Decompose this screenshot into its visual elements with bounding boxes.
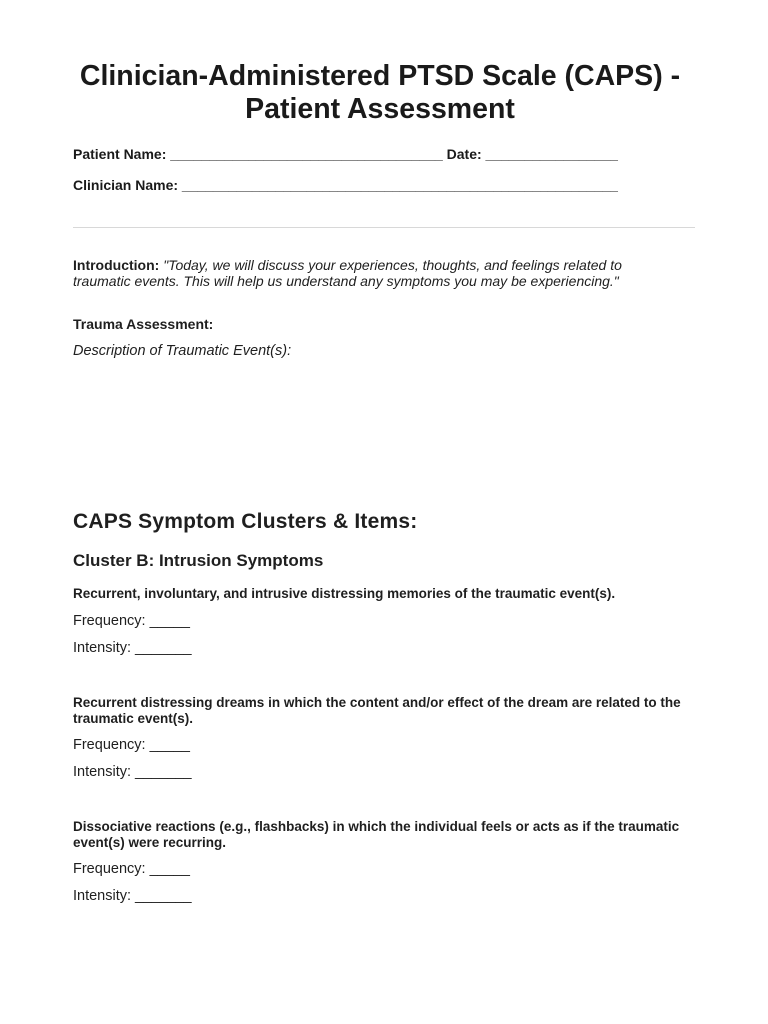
symptom-clusters-heading: CAPS Symptom Clusters & Items: bbox=[73, 510, 418, 533]
introduction-text: "Today, we will discuss your experiences, thoughts, and feelings related to traumatic events. This will help us understand any symptoms you may be experiencing." bbox=[73, 257, 622, 289]
document-title: Clinician-Administered PTSD Scale (CAPS) - Patient Assessment bbox=[79, 60, 681, 125]
traumatic-event-description-label: Description of Traumatic Event(s): bbox=[73, 343, 292, 359]
introduction-label: Introduction: bbox=[73, 257, 160, 273]
patient-name-date-field[interactable]: Patient Name: ___________________________________ Date: _________________ bbox=[73, 146, 618, 162]
intensity-field[interactable]: Intensity: _______ bbox=[73, 888, 192, 904]
frequency-field[interactable]: Frequency: _____ bbox=[73, 613, 190, 629]
frequency-field[interactable]: Frequency: _____ bbox=[73, 861, 190, 877]
frequency-field[interactable]: Frequency: _____ bbox=[73, 737, 190, 753]
item-title: Recurrent distressing dreams in which the content and/or effect of the dream are related to the traumatic event(s). bbox=[73, 695, 681, 726]
intensity-field[interactable]: Intensity: _______ bbox=[73, 764, 192, 780]
item-title: Dissociative reactions (e.g., flashbacks) in which the individual feels or acts as if the traumatic event(s) were recurring. bbox=[73, 819, 680, 850]
section-divider bbox=[73, 227, 695, 228]
intensity-field[interactable]: Intensity: _______ bbox=[73, 640, 192, 656]
introduction-paragraph bbox=[73, 257, 673, 289]
clinician-name-field[interactable]: Clinician Name: ________________________________________________________ bbox=[73, 177, 618, 193]
trauma-assessment-label: Trauma Assessment: bbox=[73, 316, 214, 332]
cluster-b-heading: Cluster B: Intrusion Symptoms bbox=[73, 551, 324, 570]
item-title: Recurrent, involuntary, and intrusive distressing memories of the traumatic event(s). bbox=[73, 586, 616, 601]
